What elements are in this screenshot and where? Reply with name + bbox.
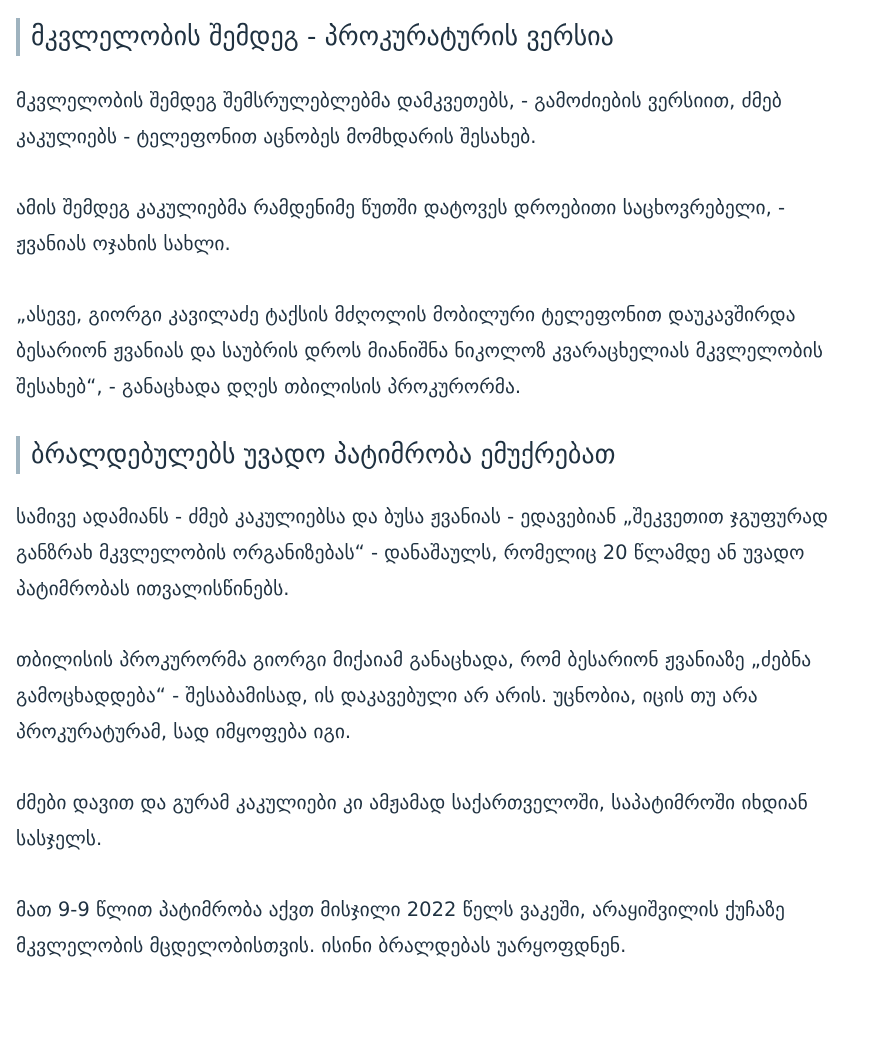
article xyxy=(0,18,877,964)
paragraph: თბილისის პროკურორმა გიორგი მიქაიამ განაცხადა, რომ ბესარიონ ჟვანიაზე „ძებნა გამოცხადდება“ - შესაბამისად, ის დაკავებული არ არის. უცნობია, იცის თუ არა პროკურატურამ, სად იმყოფება იგი. xyxy=(16,648,812,743)
paragraph-quote: „ასევე, გიორგი კავილაძე ტაქსის მძღოლის მობილური ტელეფონით დაუკავშირდა ბესარიონ ჟვანიას და საუბრის დროს მიანიშნა ნიკოლოზ კვარაცხელიას მკვლელობის შესახებ“, - განაცხადა დღეს თბილისის პროკურორმა. xyxy=(16,303,823,398)
paragraph: სამივე ადამიანს - ძმებ კაკულიებსა და ბუსა ჟვანიას - ედავებიან „შეკვეთით ჯგუფურად განზრახ მკვლელობის ორგანიზებას“ - დანაშაულს, რომელიც 20 წლამდე ან უვადო პატიმრობას ითვალისწინებს. xyxy=(16,505,828,600)
paragraph: ამის შემდეგ კაკულიებმა რამდენიმე წუთში დატოვეს დროებითი საცხოვრებელი, - ჟვანიას ოჯახის სახლი. xyxy=(16,196,786,255)
section-heading-life-sentence: ბრალდებულებს უვადო პატიმრობა ემუქრებათ xyxy=(16,436,859,474)
section-heading-prosecution-version: მკვლელობის შემდეგ - პროკურატურის ვერსია xyxy=(16,18,859,56)
paragraph: მკვლელობის შემდეგ შემსრულებლებმა დამკვეთებს, - გამოძიების ვერსიით, ძმებ კაკულიებს - ტელეფონით აცნობეს მომხდარის შესახებ. xyxy=(16,89,782,148)
paragraph: ძმები დავით და გურამ კაკულიები კი ამჟამად საქართველოში, საპატიმროში იხდიან სასჯელს. xyxy=(16,791,808,850)
paragraph: მათ 9-9 წლით პატიმრობა აქვთ მისჯილი 2022 წელს ვაკეში, არაყიშვილის ქუჩაზე მკვლელობის მცდელობისთვის. ისინი ბრალდებას უარყოფდნენ. xyxy=(16,898,785,957)
